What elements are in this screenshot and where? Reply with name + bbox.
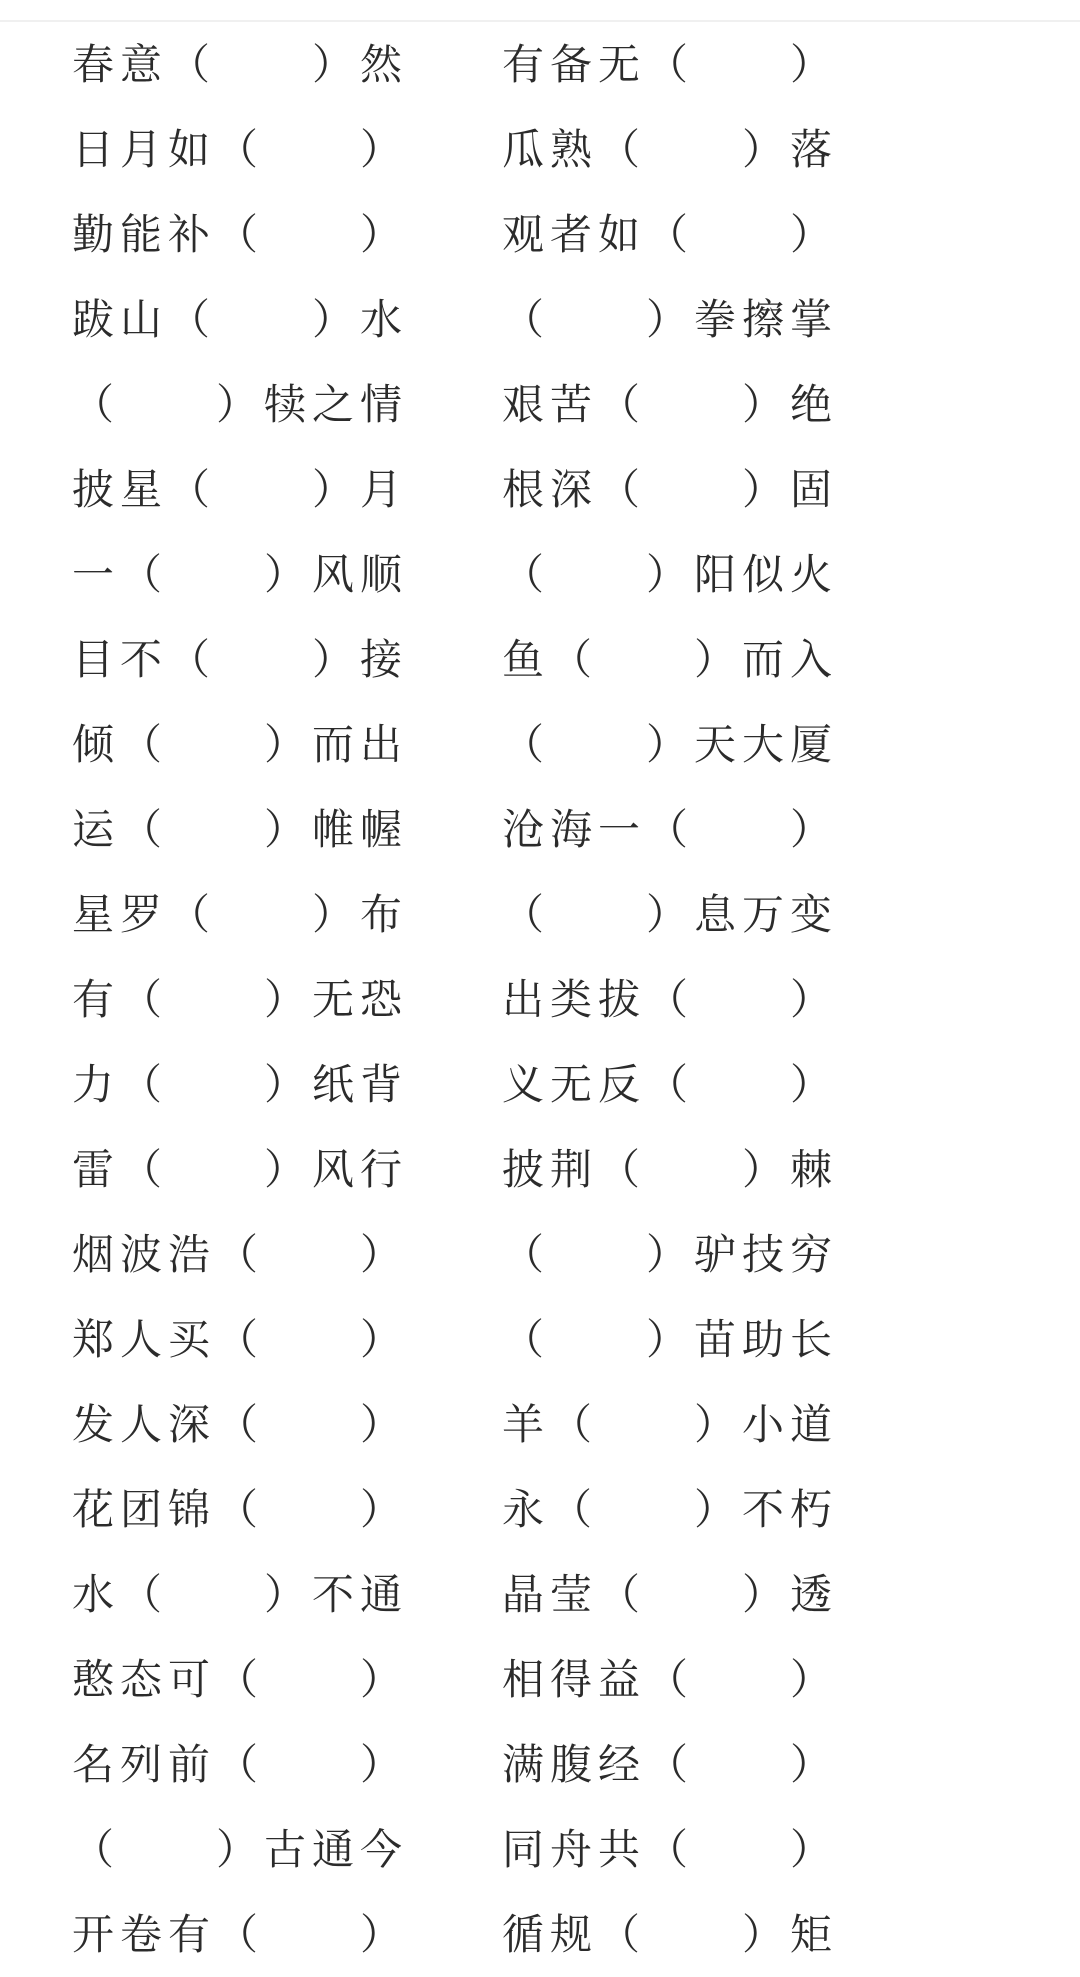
idiom-item-right: 观者如（ ） (502, 210, 839, 259)
idiom-item-right: （ ）息万变 (502, 890, 839, 939)
idiom-item-left: 星罗（ ）布 (72, 890, 409, 939)
idiom-row (0, 1127, 1080, 1212)
idiom-item-left: 一（ ）风顺 (72, 550, 409, 599)
idiom-row (0, 1892, 1080, 1977)
idiom-row (0, 362, 1080, 447)
idiom-row (0, 1552, 1080, 1637)
idiom-item-right: 同舟共（ ） (502, 1825, 839, 1874)
idiom-item-left: （ ）古通今 (72, 1825, 409, 1874)
idiom-item-left: 运（ ）帷幄 (72, 805, 409, 854)
idiom-item-right: 出类拔（ ） (502, 975, 839, 1024)
idiom-item-left: 憨态可（ ） (72, 1655, 409, 1704)
idiom-item-left: 名列前（ ） (72, 1740, 409, 1789)
idiom-row (0, 277, 1080, 362)
idiom-item-left: 烟波浩（ ） (72, 1230, 409, 1279)
idiom-item-right: 羊（ ）小道 (502, 1400, 839, 1449)
idiom-row (0, 787, 1080, 872)
idiom-item-left: 披星（ ）月 (72, 465, 409, 514)
idiom-item-right: 沧海一（ ） (502, 805, 839, 854)
idiom-item-right: 有备无（ ） (502, 40, 839, 89)
idiom-item-left: 力（ ）纸背 (72, 1060, 409, 1109)
idiom-item-right: 根深（ ）固 (502, 465, 839, 514)
idiom-row (0, 1722, 1080, 1807)
idiom-item-left: 日月如（ ） (72, 125, 409, 174)
idiom-item-right: 永（ ）不朽 (502, 1485, 839, 1534)
idiom-item-left: 开卷有（ ） (72, 1910, 409, 1959)
idiom-row (0, 1807, 1080, 1892)
idiom-row (0, 447, 1080, 532)
idiom-item-right: 相得益（ ） (502, 1655, 839, 1704)
idiom-item-left: 春意（ ）然 (72, 40, 409, 89)
idiom-fill-in-worksheet (0, 22, 1080, 1977)
idiom-row (0, 1637, 1080, 1722)
idiom-row (0, 1382, 1080, 1467)
idiom-item-right: （ ）驴技穷 (502, 1230, 839, 1279)
idiom-item-left: 有（ ）无恐 (72, 975, 409, 1024)
idiom-item-right: 晶莹（ ）透 (502, 1570, 839, 1619)
idiom-row (0, 1042, 1080, 1127)
idiom-item-right: 满腹经（ ） (502, 1740, 839, 1789)
idiom-item-left: 目不（ ）接 (72, 635, 409, 684)
idiom-item-right: 义无反（ ） (502, 1060, 839, 1109)
idiom-item-left: 花团锦（ ） (72, 1485, 409, 1534)
idiom-item-left: 水（ ）不通 (72, 1570, 409, 1619)
idiom-item-right: （ ）天大厦 (502, 720, 839, 769)
idiom-row (0, 107, 1080, 192)
idiom-item-right: 艰苦（ ）绝 (502, 380, 839, 429)
idiom-item-left: 雷（ ）风行 (72, 1145, 409, 1194)
idiom-item-right: 鱼（ ）而入 (502, 635, 839, 684)
idiom-row (0, 1212, 1080, 1297)
idiom-item-right: （ ）阳似火 (502, 550, 839, 599)
idiom-row (0, 1467, 1080, 1552)
idiom-item-right: 披荆（ ）棘 (502, 1145, 839, 1194)
idiom-row (0, 957, 1080, 1042)
idiom-item-right: （ ）拳擦掌 (502, 295, 839, 344)
idiom-item-left: 跋山（ ）水 (72, 295, 409, 344)
idiom-row (0, 22, 1080, 107)
idiom-item-left: 发人深（ ） (72, 1400, 409, 1449)
idiom-row (0, 192, 1080, 277)
idiom-item-left: 勤能补（ ） (72, 210, 409, 259)
idiom-row (0, 702, 1080, 787)
idiom-row (0, 532, 1080, 617)
idiom-item-right: （ ）苗助长 (502, 1315, 839, 1364)
idiom-row (0, 617, 1080, 702)
idiom-item-right: 循规（ ）矩 (502, 1910, 839, 1959)
idiom-row (0, 1297, 1080, 1382)
idiom-row (0, 872, 1080, 957)
idiom-item-right: 瓜熟（ ）落 (502, 125, 839, 174)
idiom-item-left: 郑人买（ ） (72, 1315, 409, 1364)
idiom-item-left: 倾（ ）而出 (72, 720, 409, 769)
idiom-item-left: （ ）犊之情 (72, 380, 409, 429)
